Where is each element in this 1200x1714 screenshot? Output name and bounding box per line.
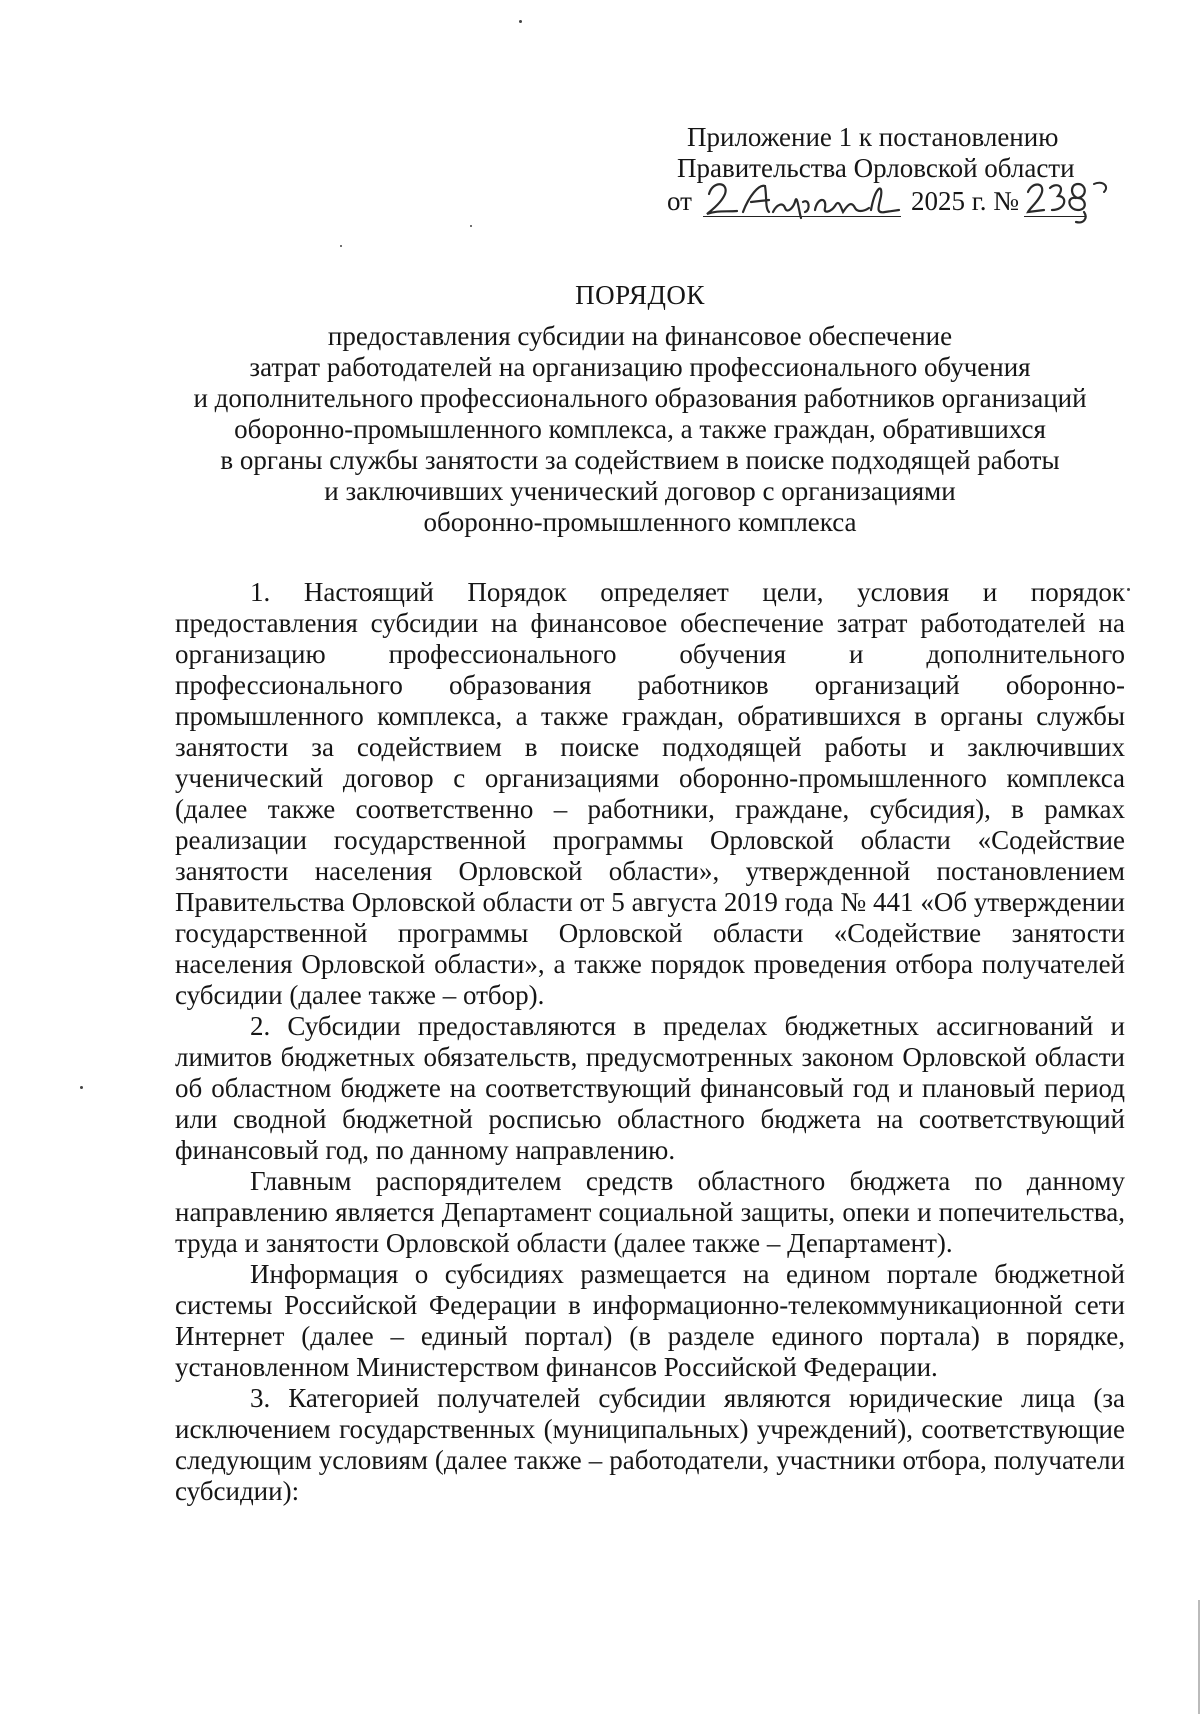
scan-speck bbox=[80, 1086, 83, 1089]
title-subline: и дополнительного профессионального образования работников организаций bbox=[193, 383, 1087, 413]
appendix-line-1: Приложение 1 к постановлению bbox=[687, 122, 1059, 152]
title-subline: предоставления субсидии на финансовое обеспечение bbox=[327, 321, 953, 351]
title-subline: оборонно-промышленного комплекса bbox=[423, 507, 857, 537]
document-heading: ПОРЯДОК bbox=[575, 280, 705, 310]
scan-speck bbox=[470, 225, 472, 227]
paragraph-2: 2. Субсидии предоставляются в пределах бюджетных ассигнований и лимитов бюджетных обязательств, предусмотренных законом Орловской области об областном бюджете на соответствующий финансовый год и плановый период или сводной бюджетной росписью областного бюджета на соответствующий финансовый год, по данному направлению. bbox=[175, 1011, 1125, 1165]
appendix-header bbox=[667, 122, 1107, 220]
title-subline: в органы службы занятости за содействием в поиске подходящей работы bbox=[220, 445, 1060, 475]
title-subline: и заключивших ученический договор с организациями bbox=[324, 476, 956, 506]
appendix-date-line bbox=[667, 184, 1107, 220]
handwritten-date-signature bbox=[703, 178, 903, 220]
title-subline: оборонно-промышленного комплекса, а также граждан, обратившихся bbox=[234, 414, 1046, 444]
scan-speck bbox=[340, 245, 342, 247]
paragraph-main-administrator: Главным распорядителем средств областного бюджета по данному направлению является Департамент социальной защиты, опеки и попечительства, труда и занятости Орловской области (далее также – Департамент). bbox=[175, 1166, 1125, 1258]
handwritten-number-signature bbox=[1024, 178, 1114, 224]
appendix-line-2: Правительства Орловской области bbox=[677, 153, 1075, 183]
scan-speck bbox=[1127, 588, 1130, 591]
handwritten-number-field bbox=[1024, 184, 1086, 217]
title-subline: затрат работодателей на организацию профессионального обучения bbox=[249, 352, 1031, 382]
paragraph-1: 1. Настоящий Порядок определяет цели, условия и порядок предоставления субсидии на финансовое обеспечение затрат работодателей на организацию профессионального обучения и дополнительного профессионального образования работников организаций оборонно-промышленного комплекса, а также граждан, обратившихся в органы службы занятости за содействием в поиске подходящей работы и заключивших ученический договор с организациями оборонно-промышленного комплекса (далее также соответственно – работники, граждане, субсидия), в рамках реализации государственной программы Орловской области «Содействие занятости населения Орловской области», утвержденной постановлением Правительства Орловской области от 5 августа 2019 года № 441 «Об утверждении государственной программы Орловской области «Содействие занятости населения Орловской области», а также порядок проведения отбора получателей субсидии (далее также – отбор). bbox=[175, 577, 1125, 1010]
date-prefix: от bbox=[667, 186, 692, 216]
document-title-block bbox=[160, 280, 1120, 538]
paragraph-portal-info: Информация о субсидиях размещается на едином портале бюджетной системы Российской Федерации в информационно-телекоммуникационной сети Интернет (далее – единый портал) (в разделе единого портала) в порядке, установленном Министерством финансов Российской Федерации. bbox=[175, 1259, 1125, 1382]
scan-speck bbox=[519, 20, 522, 23]
document-body bbox=[175, 577, 1125, 1507]
paragraph-3: 3. Категорией получателей субсидии являются юридические лица (за исключением государственных (муниципальных) учреждений), соответствующие следующим условиям (далее также – работодатели, участники отбора, получатели субсидии): bbox=[175, 1383, 1125, 1506]
year-number-label: 2025 г. № bbox=[911, 186, 1020, 216]
handwritten-date-field bbox=[703, 184, 901, 217]
